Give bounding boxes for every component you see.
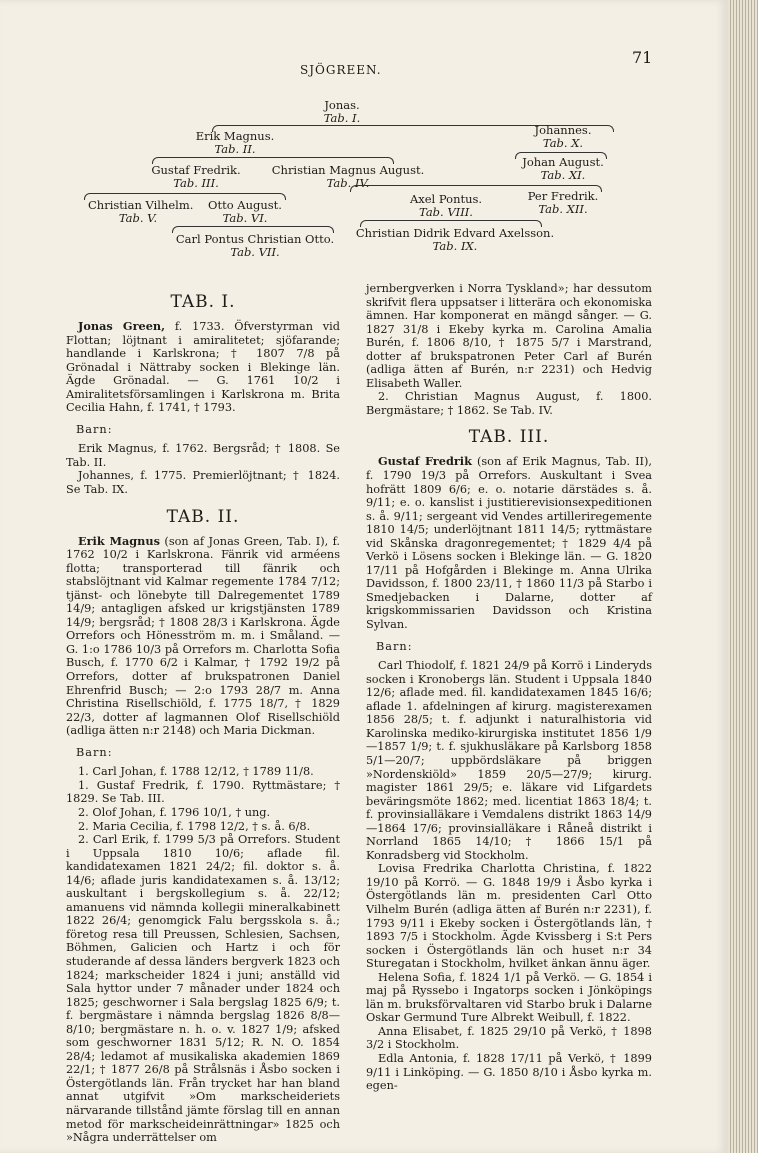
- tree-axel: Axel Pontus. Tab. VIII.: [409, 192, 483, 219]
- child-entry: 1. Carl Johan, f. 1788 12/12, † 1789 11/8.: [78, 765, 314, 779]
- child-entry: 2. Carl Erik, f. 1799 5/3 på Orrefors. Student i Uppsala 1810 10/6; aflade fil. kandidatexamen 1821 24/2; fil. doktor s. å. 14/6; aflade juris kandidatexamen s. å. 13/12; auskultant i bergskollegium s. å. 22/12; amanuens vid nämnda kollegii mineralkabinett 1822 26/4; genomgick Falu bergsskola s. å.; företog resa till Preussen, Schlesien, Sachsen, Böhmen, Galicien och Hartz i och för studerande af dessa länders bergverk 1823 och 1824; markscheider 1824 i juni; anställd vid Sala hyttor under 7 månader under 1824 och 1825; geschworner i Sala bergslag 1825 6/9; t. f. bergmästare i nämnda bergslag 1826 8/8—8/10; bergmästare n. h. o. v. 1827 1/9; afsked som geschworner 1831 5/12; R. N. O. 1854 28/4; ledamot af musikaliska akademien 1869 22/1; † 1877 26/8 på Strålsnäs i Åsbo socken i Östergötlands län. Från trycket har han bland annat utgifvit »Om markscheideriets närvarande tillstånd jämte förslag till en annan metod för markscheideinrättningar» 1825 och »Några underrättelser om: [66, 833, 340, 1145]
- child-entry: 2. Christian Magnus August, f. 1800. Bergmästare; † 1862. Se Tab. IV.: [366, 390, 652, 417]
- tab3-heading: TAB. III.: [468, 427, 550, 448]
- tree-christian-didrik: Christian Didrik Edvard Axelsson. Tab. IX.: [355, 226, 555, 253]
- barn-label: Barn:: [76, 745, 113, 759]
- continued-text: jernbergverken i Norra Tyskland»; har dessutom skrifvit flera uppsatser i litterära och ekonomiska ämnen. Har komponerat en mängd sånger. — G. 1827 31/8 i Ekeby kyrka m. Carolina Amalia Burén, f. 1806 8/10, † 1875 5/7 i Marstrand, dotter af brukspatronen Peter Carl af Burén (adliga ätten af Burén, n:r 2231) och Hedvig Elisabeth Waller.: [366, 282, 652, 390]
- tree-christian-vilhelm: Christian Vilhelm. Tab. V.: [88, 198, 194, 225]
- barn-label: Barn:: [376, 639, 413, 653]
- tree-gustaf: Gustaf Fredrik. Tab. III.: [151, 163, 241, 190]
- child-entry: 2. Olof Johan, f. 1796 10/1, † ung.: [78, 805, 271, 819]
- child-entry: Johannes, f. 1775. Premierlöjtnant; † 1824. Se Tab. IX.: [66, 469, 340, 497]
- tab3-name: Gustaf Fredrik: [378, 454, 472, 469]
- child-entry: Erik Magnus, f. 1762. Bergsråd; † 1808. Se Tab. II.: [66, 442, 340, 469]
- right-column: [366, 282, 652, 1093]
- page-edges: [728, 0, 758, 1153]
- child-entry: Lovisa Fredrika Charlotta Christina, f. 1822 19/10 på Korrö. — G. 1848 19/9 i Åsbo kyrka i Östergötlands län m. presidenten Carl Otto Vilhelm Burén (adliga ätten af Burén n:r 2231), f. 1793 9/11 i Ekeby socken i Östergötlands län, † 1893 7/5 i Stockholm. Ägde Kvissberg i S:t Pers socken i Östergötlands län och huset n:r 34 Sturegatan i Stockholm, hvilket änkan ännu äger.: [366, 862, 652, 971]
- tree-johan-august: Johan August. Tab. XI.: [522, 155, 604, 182]
- left-column: [66, 292, 340, 1145]
- child-entry: Anna Elisabet, f. 1825 29/10 på Verkö, † 1898 3/2 i Stockholm.: [366, 1024, 652, 1052]
- tab1-entry: Jonas Green, f. 1733. Öfverstyrman vid Flottan; löjtnant i amiralitetet; sjöfarande; handlande i Karlskrona; † 1807 7/8 på Grönadal i Nättraby socken i Blekinge län. Ägde Grönadal. — G. 1761 10/2 i Amiralitetsförsamlingen i Karlskrona m. Brita Cecilia Hahn, f. 1741, † 1793.: [66, 319, 341, 415]
- child-entry: Edla Antonia, f. 1828 17/11 på Verkö, † 1899 9/11 i Linköping. — G. 1850 8/10 i Åsbo kyrka m. egen-: [366, 1051, 652, 1093]
- child-entry: Helena Sofia, f. 1824 1/1 på Verkö. — G. 1854 i maj på Ryssebo i Ingatorps socken i Jönköpings län m. bruksförvaltaren vid Starbo bruk i Dalarne Oskar Germund Ture Albrekt Weibull, f. 1822.: [366, 970, 652, 1025]
- child-entry: 1. Gustaf Fredrik, f. 1790. Ryttmästare; † 1829. Se Tab. III.: [66, 778, 340, 806]
- tree-jonas: Jonas. Tab. I.: [323, 98, 361, 125]
- child-entry: Carl Thiodolf, f. 1821 24/9 på Korrö i Linderyds socken i Kronobergs län. Student i Uppsala 1840 12/6; aflade med. fil. kandidatexamen 1845 16/6; aflade 1. afdelningen af kirurg. magisterexamen 1856 28/5; t. f. adjunkt i naturalhistoria vid Karolinska mediko-kirurgiska institutet 1856 1/9—1857 1/9; t. f. sjukhusläkare på Karlsborg 1858 5/1—20/7; uppbördsläkare på briggen »Nordenskiöld» 1859 20/5—27/9; kirurg. magister 1861 29/5; e. läkare vid Lifgardets beväringsmöte 1862; med. licentiat 1863 18/4; t. f. provinsialläkare i Vemdalens distrikt 1863 14/9—1864 17/6; provinsialläkare i Råneå distrikt i Norrland 1865 14/10; † 1866 15/1 på Konradsberg vid Stockholm.: [366, 659, 652, 862]
- tab1-name: Jonas Green,: [78, 319, 166, 333]
- page-number: 71: [632, 48, 653, 67]
- tree-christian-ma: Christian Magnus August. Tab. IV.: [271, 163, 425, 190]
- tree-per: Per Fredrik. Tab. XII.: [527, 189, 599, 216]
- child-entry: 2. Maria Cecilia, f. 1798 12/2, † s. å. 6/8.: [78, 819, 311, 833]
- tab2-entry: Erik Magnus (son af Jonas Green, Tab. I), f. 1762 10/2 i Karlskrona. Fänrik vid arméens flotta; transporterad till fänrik och stabslöjtnant vid Kalmar regemente 1784 7/12; tjänst- och lönebyte till Dalregementet 1789 14/9; antagligen afsked ur krigstjänsten 1789 14/9; bergsråd; † 1808 28/3 i Karlskrona. Ägde Orrefors och Hönesström m. m. i Småland. — G. 1:o 1786 10/3 på Orrefors m. Charlotta Sofia Busch, f. 1770 6/2 i Kalmar, † 1792 19/2 på Orrefors, dotter af brukspatronen Daniel Ehrenfrid Busch; — 2:o 1793 28/7 m. Anna Christina Risellschiöld, f. 1775 18/7, † 1829 22/3, dotter af lagmannen Olof Risellschiöld (adliga ätten n:r 2148) och Maria Dickman.: [66, 533, 341, 738]
- tab2-heading: TAB. II.: [166, 506, 240, 527]
- running-header: SJÖGREEN.: [300, 63, 382, 77]
- tree-erik: Erik Magnus. Tab. II.: [195, 129, 275, 156]
- tree-carl-pontus: Carl Pontus Christian Otto. Tab. VII.: [175, 232, 335, 259]
- tab2-name: Erik Magnus: [78, 533, 160, 548]
- tree-johannes: Johannes. Tab. X.: [534, 123, 592, 150]
- barn-label: Barn:: [76, 422, 113, 436]
- tree-otto: Otto August. Tab. VI.: [208, 198, 282, 225]
- tab3-entry: Gustaf Fredrik (son af Erik Magnus, Tab. II), f. 1790 19/3 på Orrefors. Auskultant i Svea hofrätt 1809 6/6; e. o. notarie därstädes s. å. 9/11; e. o. kanslist i justitierevisionsexpeditionen s. å. 9/11; sergeant vid Vendes artilleriregemente 1810 14/5; underlöjtnant 1811 14/5; ryttmästare vid Skånska dragonregementet; † 1829 4/4 på Verkö i Lösens socken i Blekinge län. — G. 1820 17/11 på Hofgården i Blekinge m. Anna Ulrika Davidsson, f. 1800 23/11, † 1860 11/3 på Starbo i Smedjebacken i Dalarne, dotter af krigskommissarien Davidsson och Kristina Sylvan.: [366, 454, 652, 632]
- tab1-heading: TAB. I.: [170, 292, 236, 312]
